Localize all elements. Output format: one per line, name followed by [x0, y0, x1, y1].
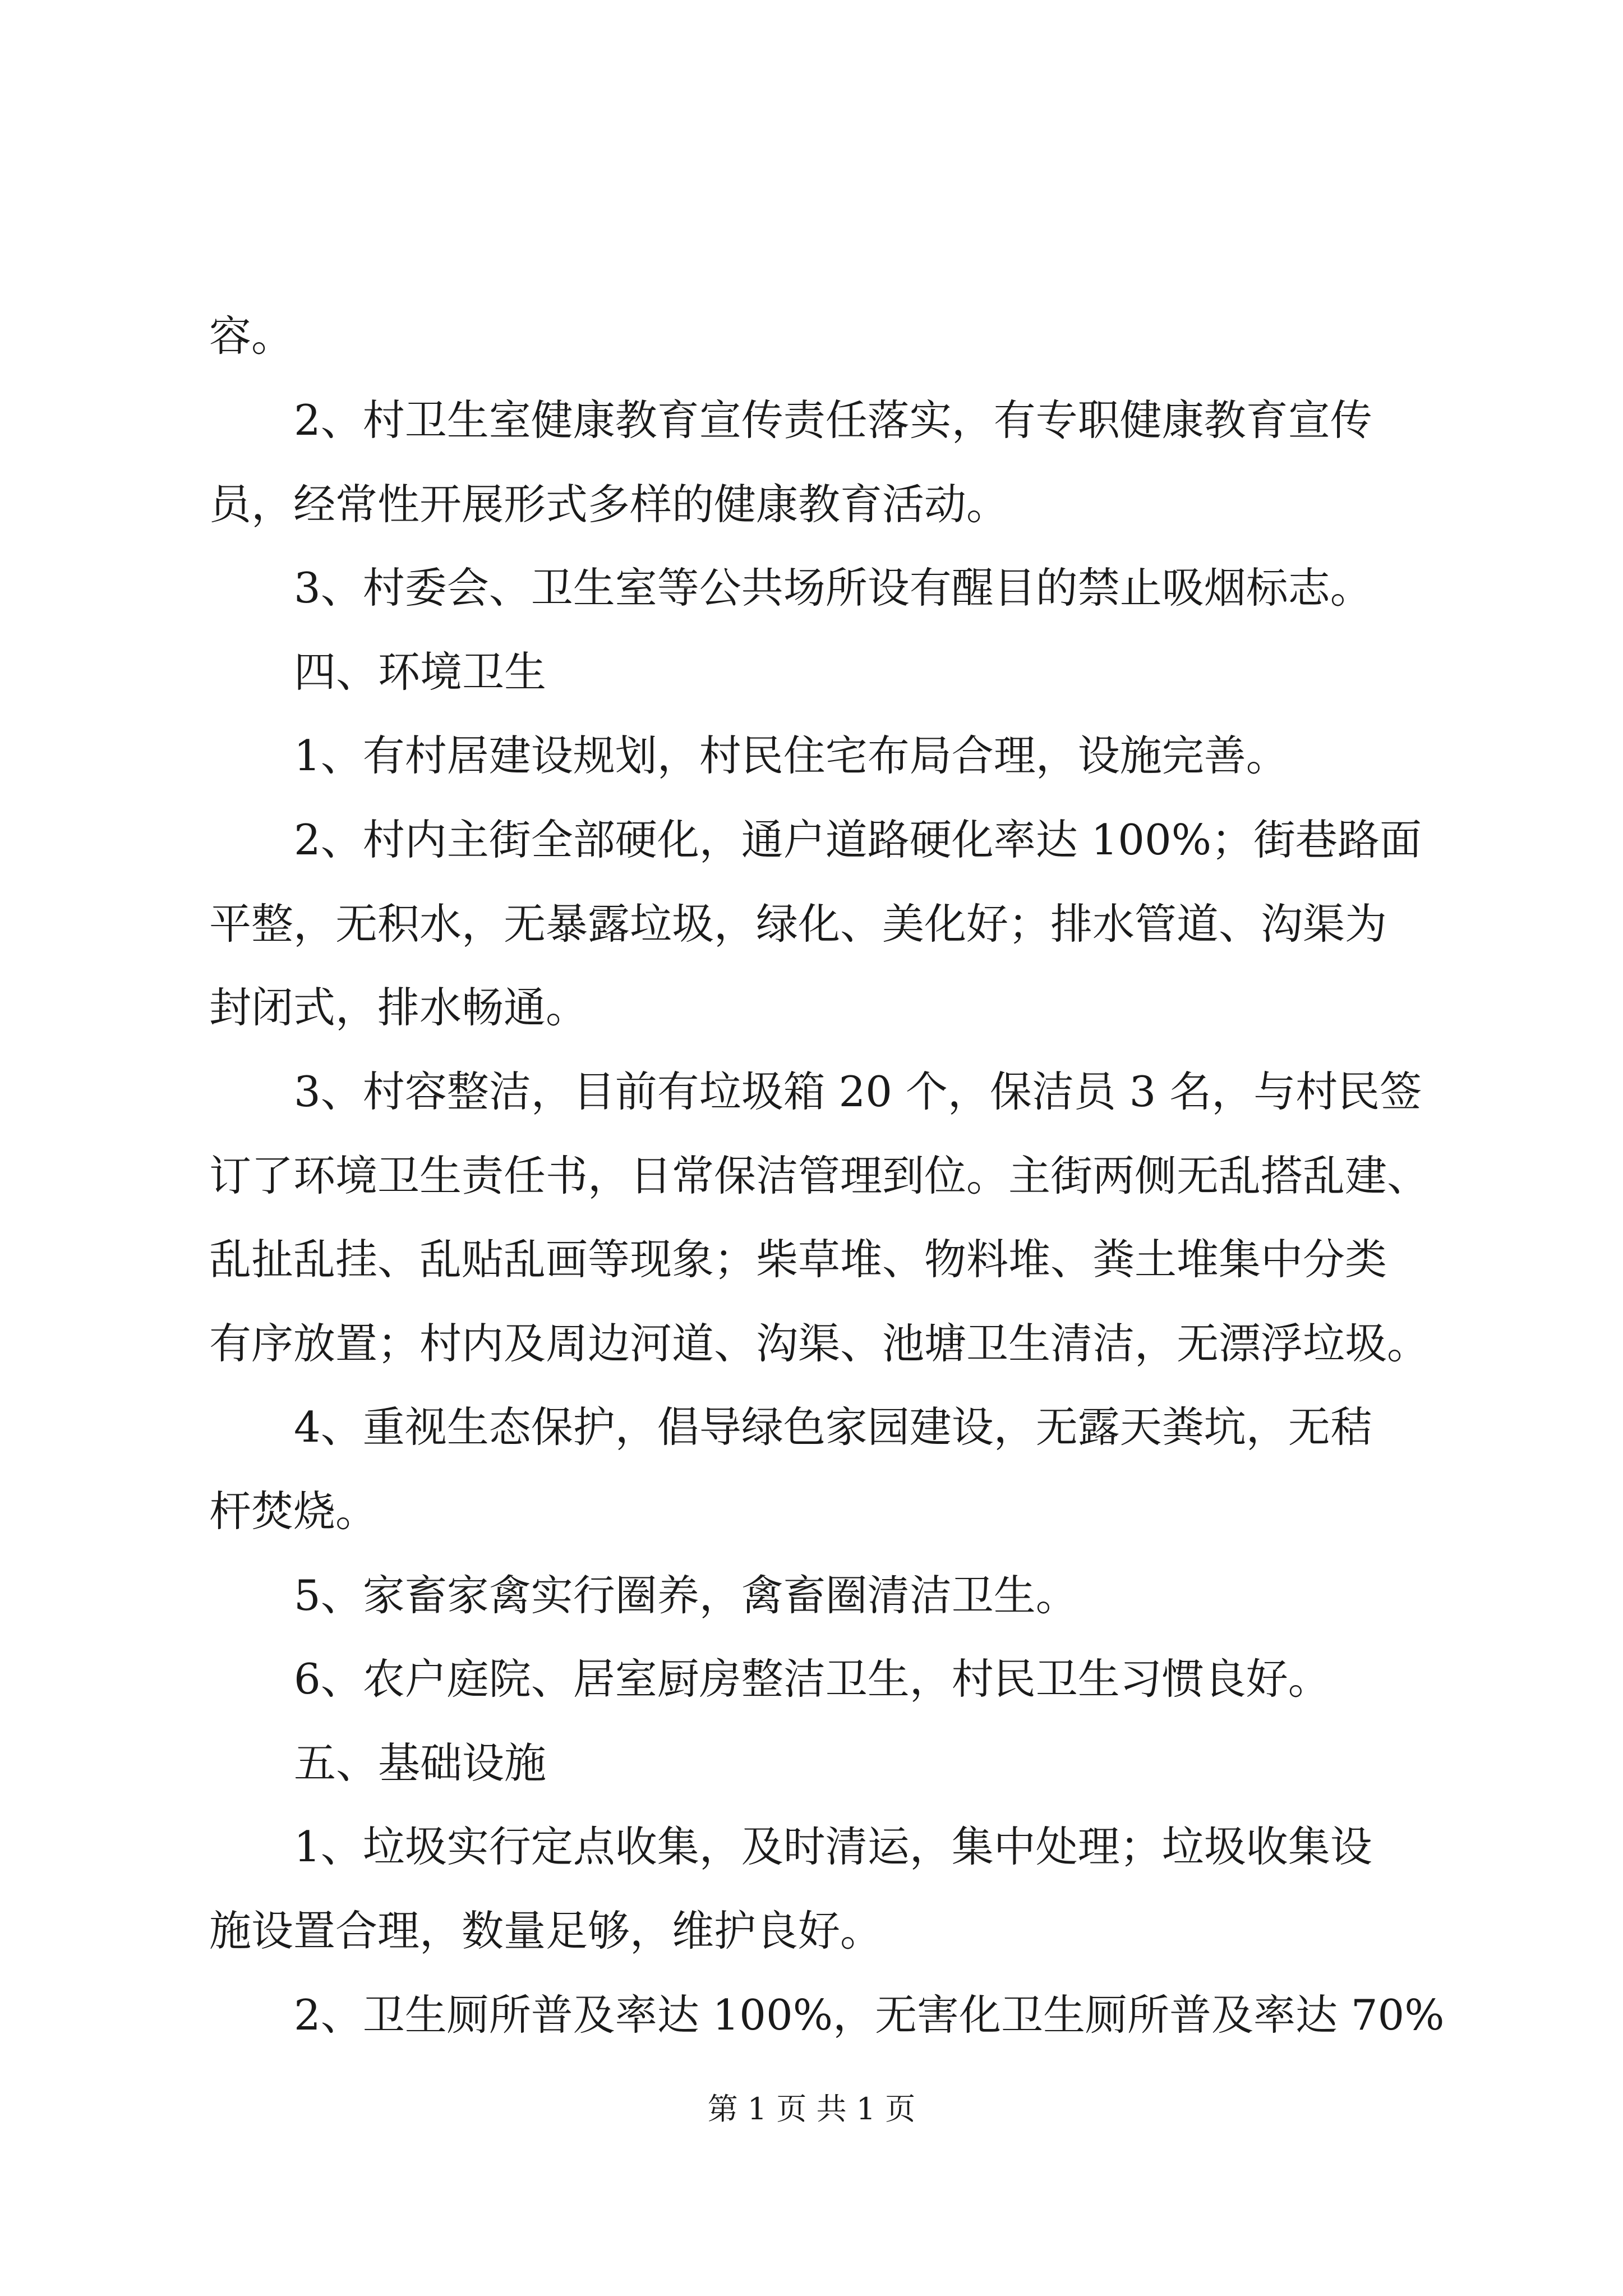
text-line-continuation: 施设置合理，数量足够，维护良好。 — [209, 1906, 883, 1955]
text-line-paragraph-start: 2、卫生厕所普及率达 100%，无害化卫生厕所普及率达 70% — [294, 1990, 1445, 2040]
text-line-continuation: 乱扯乱挂、乱贴乱画等现象；柴草堆、物料堆、粪土堆集中分类 — [209, 1235, 1387, 1284]
text-line-continuation: 平整，无积水，无暴露垃圾，绿化、美化好；排水管道、沟渠为 — [209, 899, 1387, 949]
text-line-paragraph-start: 2、村卫生室健康教育宣传责任落实，有专职健康教育宣传 — [294, 395, 1372, 445]
page-number-footer: 第 1 页 共 1 页 — [707, 2091, 916, 2127]
text-line-continuation: 杆焚烧。 — [209, 1487, 378, 1536]
text-line-paragraph-start: 3、村委会、卫生室等公共场所设有醒目的禁止吸烟标志。 — [294, 563, 1372, 613]
text-line-paragraph-start: 1、垃圾实行定点收集，及时清运，集中处理；垃圾收集设 — [294, 1822, 1372, 1871]
text-line-continuation: 封闭式，排水畅通。 — [209, 983, 588, 1032]
text-line-continuation: 容。 — [209, 311, 294, 361]
text-line-paragraph-start: 6、农户庭院、居室厨房整洁卫生，村民卫生习惯良好。 — [294, 1654, 1330, 1704]
text-line-continuation: 订了环境卫生责任书，日常保洁管理到位。主街两侧无乱搭乱建、 — [209, 1151, 1430, 1200]
text-line-continuation: 员，经常性开展形式多样的健康教育活动。 — [209, 480, 1009, 529]
text-line-paragraph-start: 1、有村居建设规划，村民住宅布局合理，设施完善。 — [294, 731, 1288, 780]
section-heading-environment: 四、环境卫生 — [294, 647, 547, 697]
text-line-paragraph-start: 5、家畜家禽实行圈养，禽畜圈清洁卫生。 — [294, 1571, 1078, 1620]
text-line-paragraph-start: 3、村容整洁，目前有垃圾箱 20 个，保洁员 3 名，与村民签 — [294, 1067, 1422, 1116]
text-line-paragraph-start: 2、村内主街全部硬化，通户道路硬化率达 100%；街巷路面 — [294, 815, 1422, 864]
text-line-paragraph-start: 4、重视生态保护，倡导绿色家园建设，无露天粪坑，无秸 — [294, 1402, 1372, 1452]
text-line-continuation: 有序放置；村内及周边河道、沟渠、池塘卫生清洁，无漂浮垃圾。 — [209, 1319, 1430, 1368]
section-heading-infrastructure: 五、基础设施 — [294, 1738, 547, 1788]
